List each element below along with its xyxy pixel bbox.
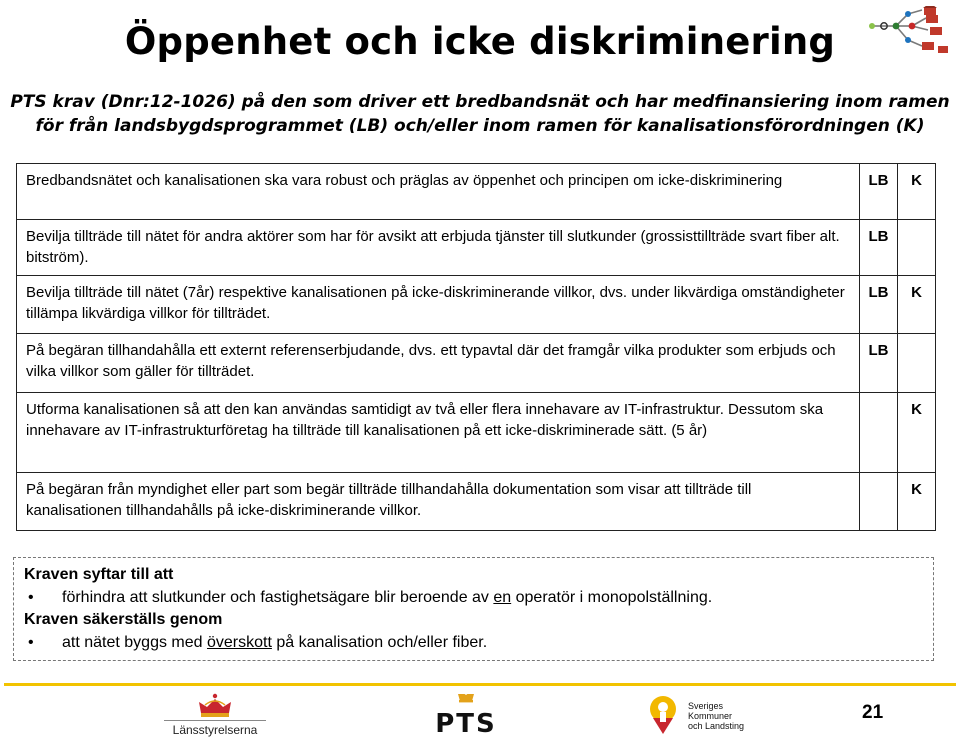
pts-logo: [425, 694, 507, 736]
bullet-text-part: förhindra att slutkunder och fastighetsägare blir beroende av: [62, 588, 494, 606]
list-item: [24, 632, 923, 655]
lb-flag: [860, 392, 898, 472]
table-row: [17, 472, 936, 530]
underlined-word: överskott: [206, 633, 272, 651]
lb-flag: LB: [860, 164, 898, 220]
table-row: [17, 392, 936, 472]
lansstyrelsen-logo: [164, 693, 266, 737]
requirement-subtitle: PTS krav (Dnr:12-1026) på den som driver ett bredbandsnät och har medfinansiering inom ramen för från landsbygdsprogrammet (LB) och/eller inom ramen för kanalisationsförordningen (K): [10, 92, 950, 136]
pts-logo-text: PTS: [435, 709, 497, 736]
k-flag: [898, 220, 936, 276]
table-row: [17, 164, 936, 220]
table-row: [17, 334, 936, 392]
requirement-text: Bredbandsnätet och kanalisationen ska vara robust och präglas av öppenhet och principen om icke-diskriminering: [17, 164, 860, 220]
lb-flag: LB: [860, 220, 898, 276]
network-diagram-icon: [866, 6, 956, 58]
k-flag: [898, 334, 936, 392]
page-title: Öppenhet och icke diskriminering: [124, 20, 836, 63]
summary-heading-purpose: Kraven syftar till att: [24, 566, 174, 583]
crown-icon: [195, 693, 235, 719]
lb-flag: LB: [860, 276, 898, 334]
summary-heading-means: Kraven säkerställs genom: [24, 611, 223, 628]
k-flag: K: [898, 164, 936, 220]
requirement-text: Utforma kanalisationen så att den kan användas samtidigt av två eller flera innehavare av IT-infrastruktur. Dessutom ska innehavare av IT-infrastrukturföretag ha tillträde till kanalisationen på ett icke-diskriminerade sätt. (5 år): [17, 392, 860, 472]
skl-line: Sveriges: [688, 701, 724, 711]
skl-logo-icon: [646, 694, 680, 736]
summary-bullet-text: [62, 632, 487, 655]
requirement-text: Bevilja tillträde till nätet för andra aktörer som har för avsikt att erbjuda tjänster till slutkunder (grossisttillträde svart fiber alt. bitström).: [17, 220, 860, 276]
bullet-symbol: •: [28, 588, 34, 606]
skl-logo-text: [688, 701, 744, 731]
table-row: [17, 220, 936, 276]
page-number: 21: [862, 702, 884, 723]
skl-line: och Landsting: [688, 721, 745, 731]
bullet-text-part: operatör i monopolställning.: [511, 588, 713, 606]
k-flag: K: [898, 472, 936, 530]
summary-box: [13, 557, 934, 661]
logo-rule: [164, 720, 266, 721]
bullet-symbol: •: [28, 633, 34, 651]
lb-flag: LB: [860, 334, 898, 392]
skl-line: Kommuner: [688, 711, 733, 721]
footer-divider: [4, 683, 956, 686]
requirement-text: Bevilja tillträde till nätet (7år) respektive kanalisationen på icke-diskriminerande villkor, dvs. under likvärdiga omständigheter tillämpa likvärdiga villkor för tillträdet.: [17, 276, 860, 334]
bullet-text-part: på kanalisation och/eller fiber.: [271, 633, 488, 651]
list-item: [24, 587, 923, 610]
requirements-table: [16, 163, 936, 531]
requirement-text: På begäran tillhandahålla ett externt referenserbjudande, dvs. ett typavtal där det framgår vilka produkter som erbjuds och vilka villkor som gäller för tillträdet.: [17, 334, 860, 392]
lansstyrelsen-label: Länsstyrelserna: [172, 723, 258, 737]
underlined-word: en: [493, 588, 512, 606]
bullet-text-part: att nätet byggs med: [62, 633, 207, 651]
lb-flag: [860, 472, 898, 530]
summary-bullet-text: [62, 587, 712, 610]
table-row: [17, 276, 936, 334]
k-flag: K: [898, 276, 936, 334]
requirement-text: På begäran från myndighet eller part som begär tillträde tillhandahålla dokumentation som visar att tillträde till kanalisationen tillhandahålls på icke-diskriminerande villkor.: [17, 472, 860, 530]
k-flag: K: [898, 392, 936, 472]
